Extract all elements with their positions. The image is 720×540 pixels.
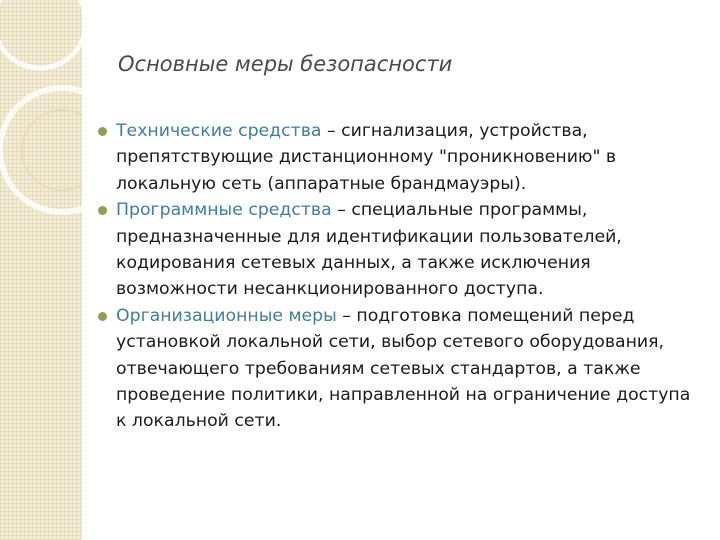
bullet-list	[96, 118, 696, 435]
bullet-item-software	[96, 197, 696, 303]
bullet-term: Организационные меры	[116, 305, 337, 326]
bullet-text: – сигнализация, устройства, препятствующие дистанционному "проникновению" в локальную сеть (аппаратные брандмауэры).	[116, 121, 617, 194]
bullet-text: – специальные программы, предназначенные для идентификации пользователей, кодирования сетевых данных, а также исключения возможности несанкционированного доступа.	[116, 200, 622, 300]
slide-title: Основные меры безопасности	[118, 52, 453, 76]
bullet-dot-icon	[98, 206, 107, 215]
bullet-term: Программные средства	[116, 200, 332, 221]
bullet-text: – подготовка помещений перед установкой локальной сети, выбор сетевого оборудования, отвечающего требованиям сетевых стандартов, а также проведение политики, направленной на ограничение доступа к локальной сети.	[116, 305, 691, 432]
bullet-item-technical	[96, 118, 696, 197]
bullet-item-organizational	[96, 303, 696, 435]
bullet-term: Технические средства	[116, 121, 322, 141]
decorative-circles	[0, 0, 82, 540]
decorative-side-panel	[0, 0, 82, 540]
bullet-dot-icon	[98, 127, 107, 136]
bullet-dot-icon	[98, 312, 107, 321]
